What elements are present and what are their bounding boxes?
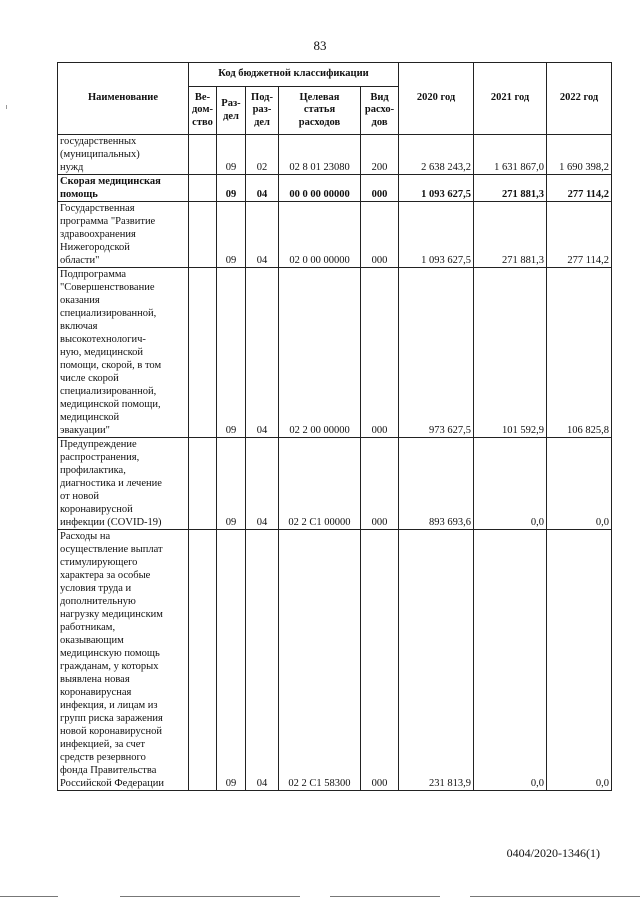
row-razdel: 09 <box>217 175 246 202</box>
budget-table <box>57 62 612 791</box>
row-podrazdel: 04 <box>246 530 279 791</box>
row-vr: 000 <box>361 202 399 268</box>
header-ved: Ве- дом- ство <box>189 87 217 135</box>
header-2021: 2021 год <box>474 63 547 135</box>
header-2020: 2020 год <box>399 63 474 135</box>
row-razdel: 09 <box>217 530 246 791</box>
table-row <box>58 438 612 530</box>
table-row <box>58 268 612 438</box>
row-csr: 02 2 C1 00000 <box>279 438 361 530</box>
row-name: государственных (муниципальных) нужд <box>58 135 189 175</box>
scan-line <box>120 896 300 897</box>
header-csr: Целевая статья расходов <box>279 87 361 135</box>
scan-line <box>0 896 58 897</box>
row-razdel: 09 <box>217 202 246 268</box>
row-name: Скорая медицинская помощь <box>58 175 189 202</box>
row-2022: 277 114,2 <box>547 202 612 268</box>
header-2022: 2022 год <box>547 63 612 135</box>
row-podrazdel: 04 <box>246 175 279 202</box>
table-row <box>58 175 612 202</box>
row-2021: 1 631 867,0 <box>474 135 547 175</box>
row-2022: 277 114,2 <box>547 175 612 202</box>
table-row <box>58 530 612 791</box>
row-2022: 0,0 <box>547 438 612 530</box>
scan-line <box>330 896 440 897</box>
row-csr: 02 8 01 23080 <box>279 135 361 175</box>
header-vr: Вид расхо- дов <box>361 87 399 135</box>
row-2022: 0,0 <box>547 530 612 791</box>
header-classification: Код бюджетной классификации <box>189 63 399 87</box>
row-2020: 973 627,5 <box>399 268 474 438</box>
row-csr: 00 0 00 00000 <box>279 175 361 202</box>
row-2020: 893 693,6 <box>399 438 474 530</box>
row-razdel: 09 <box>217 268 246 438</box>
row-2020: 1 093 627,5 <box>399 202 474 268</box>
row-csr: 02 2 00 00000 <box>279 268 361 438</box>
row-ved <box>189 438 217 530</box>
table-row <box>58 135 612 175</box>
row-csr: 02 0 00 00000 <box>279 202 361 268</box>
header-razdel: Раз- дел <box>217 87 246 135</box>
row-vr: 000 <box>361 175 399 202</box>
header-name: Наименование <box>58 63 189 135</box>
row-vr: 000 <box>361 530 399 791</box>
row-2022: 106 825,8 <box>547 268 612 438</box>
row-name: Государственная программа "Развитие здравоохранения Нижегородской области" <box>58 202 189 268</box>
row-podrazdel: 04 <box>246 268 279 438</box>
row-2020: 231 813,9 <box>399 530 474 791</box>
row-podrazdel: 02 <box>246 135 279 175</box>
row-razdel: 09 <box>217 135 246 175</box>
row-ved <box>189 268 217 438</box>
row-ved <box>189 202 217 268</box>
table-row <box>58 202 612 268</box>
row-2021: 0,0 <box>474 530 547 791</box>
page-number: 83 <box>313 38 327 53</box>
row-2021: 271 881,3 <box>474 202 547 268</box>
row-ved <box>189 135 217 175</box>
row-vr: 200 <box>361 135 399 175</box>
row-2020: 2 638 243,2 <box>399 135 474 175</box>
header-podrazdel: Под- раз- дел <box>246 87 279 135</box>
row-name: Предупреждение распространения, профилактика, диагностика и лечение от новой коронавирусной инфекции (COVID-19) <box>58 438 189 530</box>
row-podrazdel: 04 <box>246 202 279 268</box>
row-2021: 271 881,3 <box>474 175 547 202</box>
row-ved <box>189 175 217 202</box>
scan-mark <box>6 105 7 109</box>
row-2021: 101 592,9 <box>474 268 547 438</box>
row-name: Подпрограмма "Совершенствование оказания специализированной, включая высокотехнологич- ную, медицинской помощи, скорой, в том числе скорой специализированной, медицинской помощи, медицинской эвакуации" <box>58 268 189 438</box>
row-2022: 1 690 398,2 <box>547 135 612 175</box>
row-vr: 000 <box>361 268 399 438</box>
row-2021: 0,0 <box>474 438 547 530</box>
row-name: Расходы на осуществление выплат стимулирующего характера за особые условия труда и дополнительную нагрузку медицинским работникам, оказывающим медицинскую помощь гражданам, у которых выявлена новая коронавирусная инфекция, и лицам из групп риска заражения новой коронавирусной инфекцией, за счет средств резервного фонда Правительства Российской Федерации <box>58 530 189 791</box>
document-code: 0404/2020-1346(1) <box>506 846 600 860</box>
row-podrazdel: 04 <box>246 438 279 530</box>
row-vr: 000 <box>361 438 399 530</box>
scan-line <box>470 896 640 897</box>
row-razdel: 09 <box>217 438 246 530</box>
row-csr: 02 2 C1 58300 <box>279 530 361 791</box>
row-ved <box>189 530 217 791</box>
row-2020: 1 093 627,5 <box>399 175 474 202</box>
